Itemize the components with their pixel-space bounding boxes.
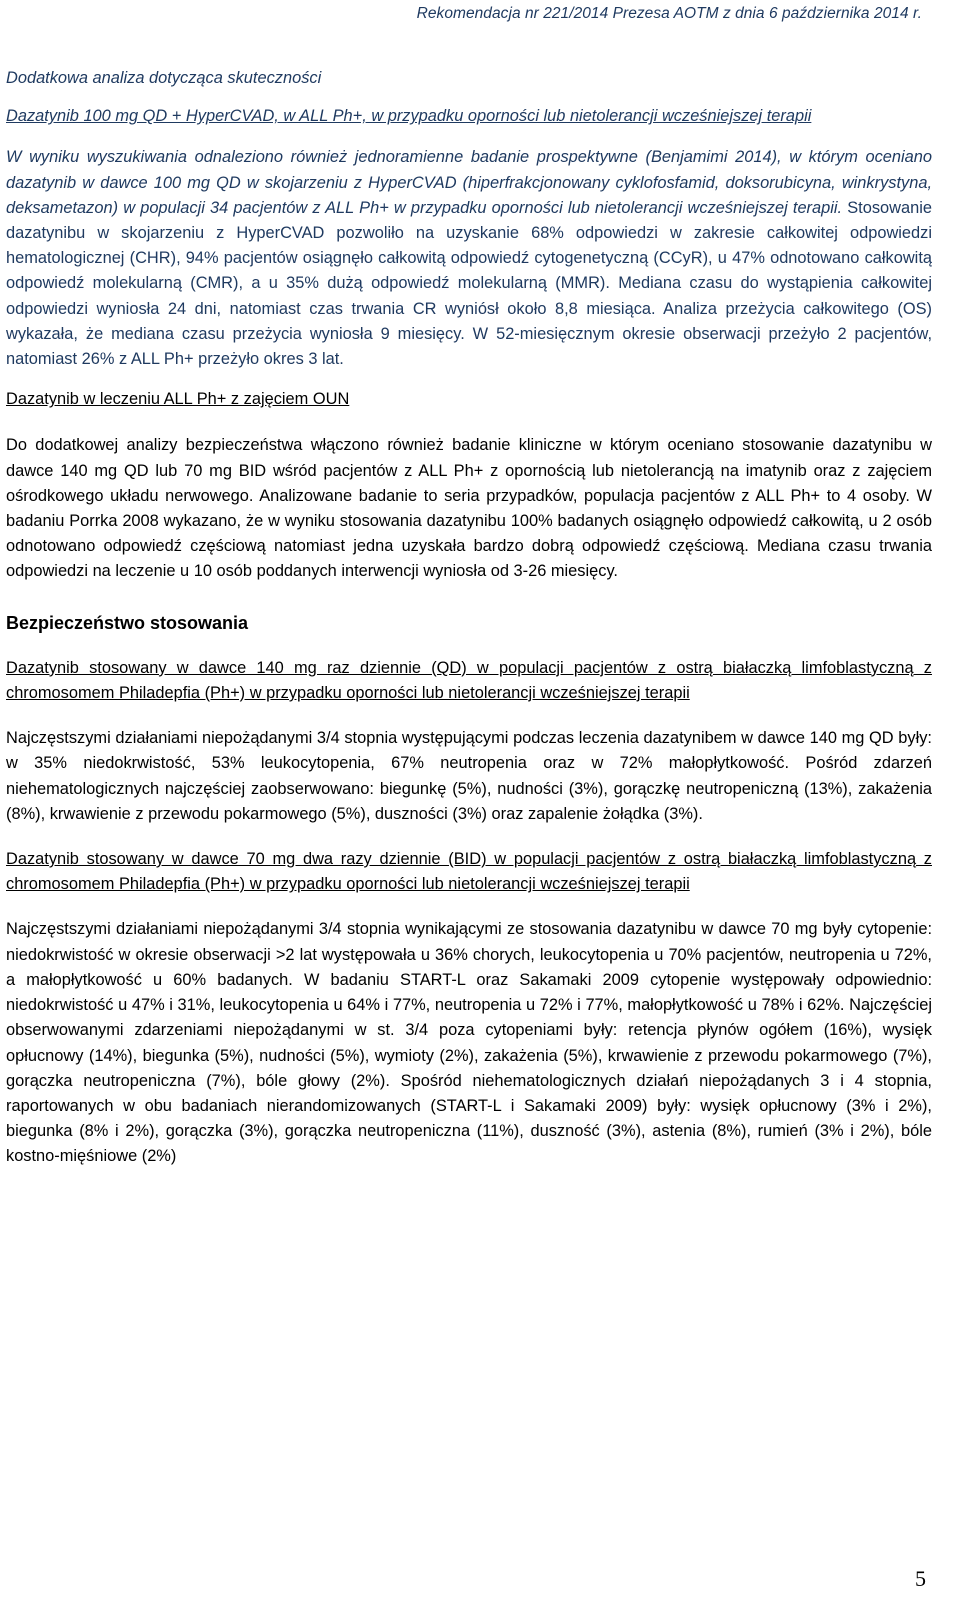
page-number: 5 xyxy=(915,1566,926,1591)
subheading-dasatinib-hypercvad: Dazatynib 100 mg QD + HyperCVAD, w ALL Ph+, w przypadku oporności lub nietolerancji wcześniejszej terapii xyxy=(6,107,812,126)
section-heading-safety: Bezpieczeństwo stosowania xyxy=(6,612,249,633)
paragraph-cns-results: Do dodatkowej analizy bezpieczeństwa włączono również badanie kliniczne w którym oceniano stosowanie dazatynibu w dawce 140 mg QD lub 70 mg BID wśród pacjentów z ALL Ph+ z opornością lub nietolerancją na imatynib oraz z zajęciem ośrodkowego układu nerwowego. Analizowane badanie to seria przypadków, populacja pacjentów z ALL Ph+ to 4 osoby. W badaniu Porrka 2008 wykazano, że w wyniku stosowania dazatynibu 100% badanych osiągnęło odpowiedź całkowitą, u 2 osób odnotowano odpowiedź częściową natomiast jedna uzyskała bardzo dobrą odpowiedź częściową. Mediana czasu trwania odpowiedzi na leczenie u 10 osób poddanych interwencji wyniosła od 3-26 miesięcy. xyxy=(6,436,932,581)
paragraph-adverse-events-140mg: Najczęstszymi działaniami niepożądanymi 3/4 stopnia występującymi podczas leczenia dazatynibem w dawce 140 mg QD były: w 35% niedokrwistość, 53% leukocytopenia, 67% neutropenia oraz w 72% małopłytkowość. Pośród zdarzeń niehematologicznych najczęściej zaobserwowano: biegunkę (5%), nudności (3%), gorączkę neutropeniczną (13%), zakażenia (8%), krwawienie z przewodu pokarmowego (5%), duszności (3%) oraz zapalenie żołądka (3%). xyxy=(6,729,932,823)
document-page xyxy=(6,0,932,1600)
subheading-dose-140mg: Dazatynib stosowany w dawce 140 mg raz dziennie (QD) w populacji pacjentów z ostrą białaczką limfoblastyczną z chromosomem Philadepfia (Ph+) w przypadku oporności lub nietolerancji wcześniejszej terapii xyxy=(6,658,932,703)
subheading-dose-70mg: Dazatynib stosowany w dawce 70 mg dwa razy dziennie (BID) w populacji pacjentów z ostrą białaczką limfoblastyczną z chromosomem Philadepfia (Ph+) w przypadku oporności lub nietolerancji wcześniejszej terapii xyxy=(6,850,932,894)
paragraph-hypercvad-intro: W wyniku wyszukiwania odnaleziono również jednoramienne badanie prospektywne (Benjamimi 2014), w którym oceniano dazatynib w dawce 100 mg QD w skojarzeniu z HyperCVAD (hiperfrakcjonowany cyklofosfamid, doksorubicyna, winkrystyna, deksametazon) w populacji 34 pacjentów z ALL Ph+ w przypadku oporności lub nietolerancji wcześniejszej terapii. xyxy=(6,148,932,217)
subheading-cns-involvement: Dazatynib w leczeniu ALL Ph+ z zajęciem OUN xyxy=(6,390,350,409)
section-heading-additional-analysis: Dodatkowa analiza dotycząca skuteczności xyxy=(6,69,322,87)
page-header: Rekomendacja nr 221/2014 Prezesa AOTM z dnia 6 października 2014 r. xyxy=(416,5,922,22)
paragraph-adverse-events-70mg: Najczęstszymi działaniami niepożądanymi 3/4 stopnia wynikającymi ze stosowania dazatynibu w dawce 70 mg były cytopenie: niedokrwistość w okresie obserwacji >2 lat występowała u 36% chorych, leukocytopenia u 70% pacjentów, neutropenia u 72%, a małopłytkowość u 60% badanych. W badaniu START-L oraz Sakamaki 2009 cytopenie występowały odpowiednio: niedokrwistość u 47% i 31%, leukocytopenia u 64% i 77%, neutropenia u 72% i 77%, małopłytkowość u 78% i 62%. Najczęściej obserwowanymi zdarzeniami niepożądanymi w st. 3/4 poza cytopeniami były: retencja płynów ogółem (16%), wysięk opłucnowy (14%), biegunka (5%), nudności (5%), wymioty (2%), zakażenia (5%), krwawienie z przewodu pokarmowego (7%), gorączka neutropeniczna (7%), bóle głowy (2%). Spośród niehematologicznych działań niepożądanych 3 i 4 stopnia, raportowanych w obu badaniach nierandomizowanych (START-L i Sakamaki 2009) były: wysięk opłucnowy (3% i 2%), biegunka (8% i 2%), gorączka (3%), gorączka neutropeniczna (11%), duszność (3%), astenia (8%), rumień (3% i 2%), bóle kostno-mięśniowe (2%) xyxy=(6,920,932,1166)
paragraph-hypercvad-results xyxy=(6,145,932,372)
paragraph-hypercvad-outcomes: Stosowanie dazatynibu w skojarzeniu z HyperCVAD pozwoliło na uzyskanie 68% odpowiedzi w zakresie całkowitej odpowiedzi hematologicznej (CHR), 94% pacjentów osiągnęło całkowitą odpowiedź cytogenetyczną (CCyR), u 47% odnotowano całkowitą odpowiedź molekularną (CMR), a u 35% dużą odpowiedź molekularną (MMR). Mediana czasu do wystąpienia całkowitej odpowiedzi wyniosła 24 dni, natomiast czas trwania CR wyniósł około 8,8 miesiąca. Analiza przeżycia całkowitego (OS) wykazała, że mediana czasu przeżycia wyniosła 9 miesięcy. W 52-miesięcznym okresie obserwacji przeżyło 2 pacjentów, natomiast 26% z ALL Ph+ przeżyło okres 3 lat. xyxy=(6,198,932,369)
document-body xyxy=(6,66,932,1170)
